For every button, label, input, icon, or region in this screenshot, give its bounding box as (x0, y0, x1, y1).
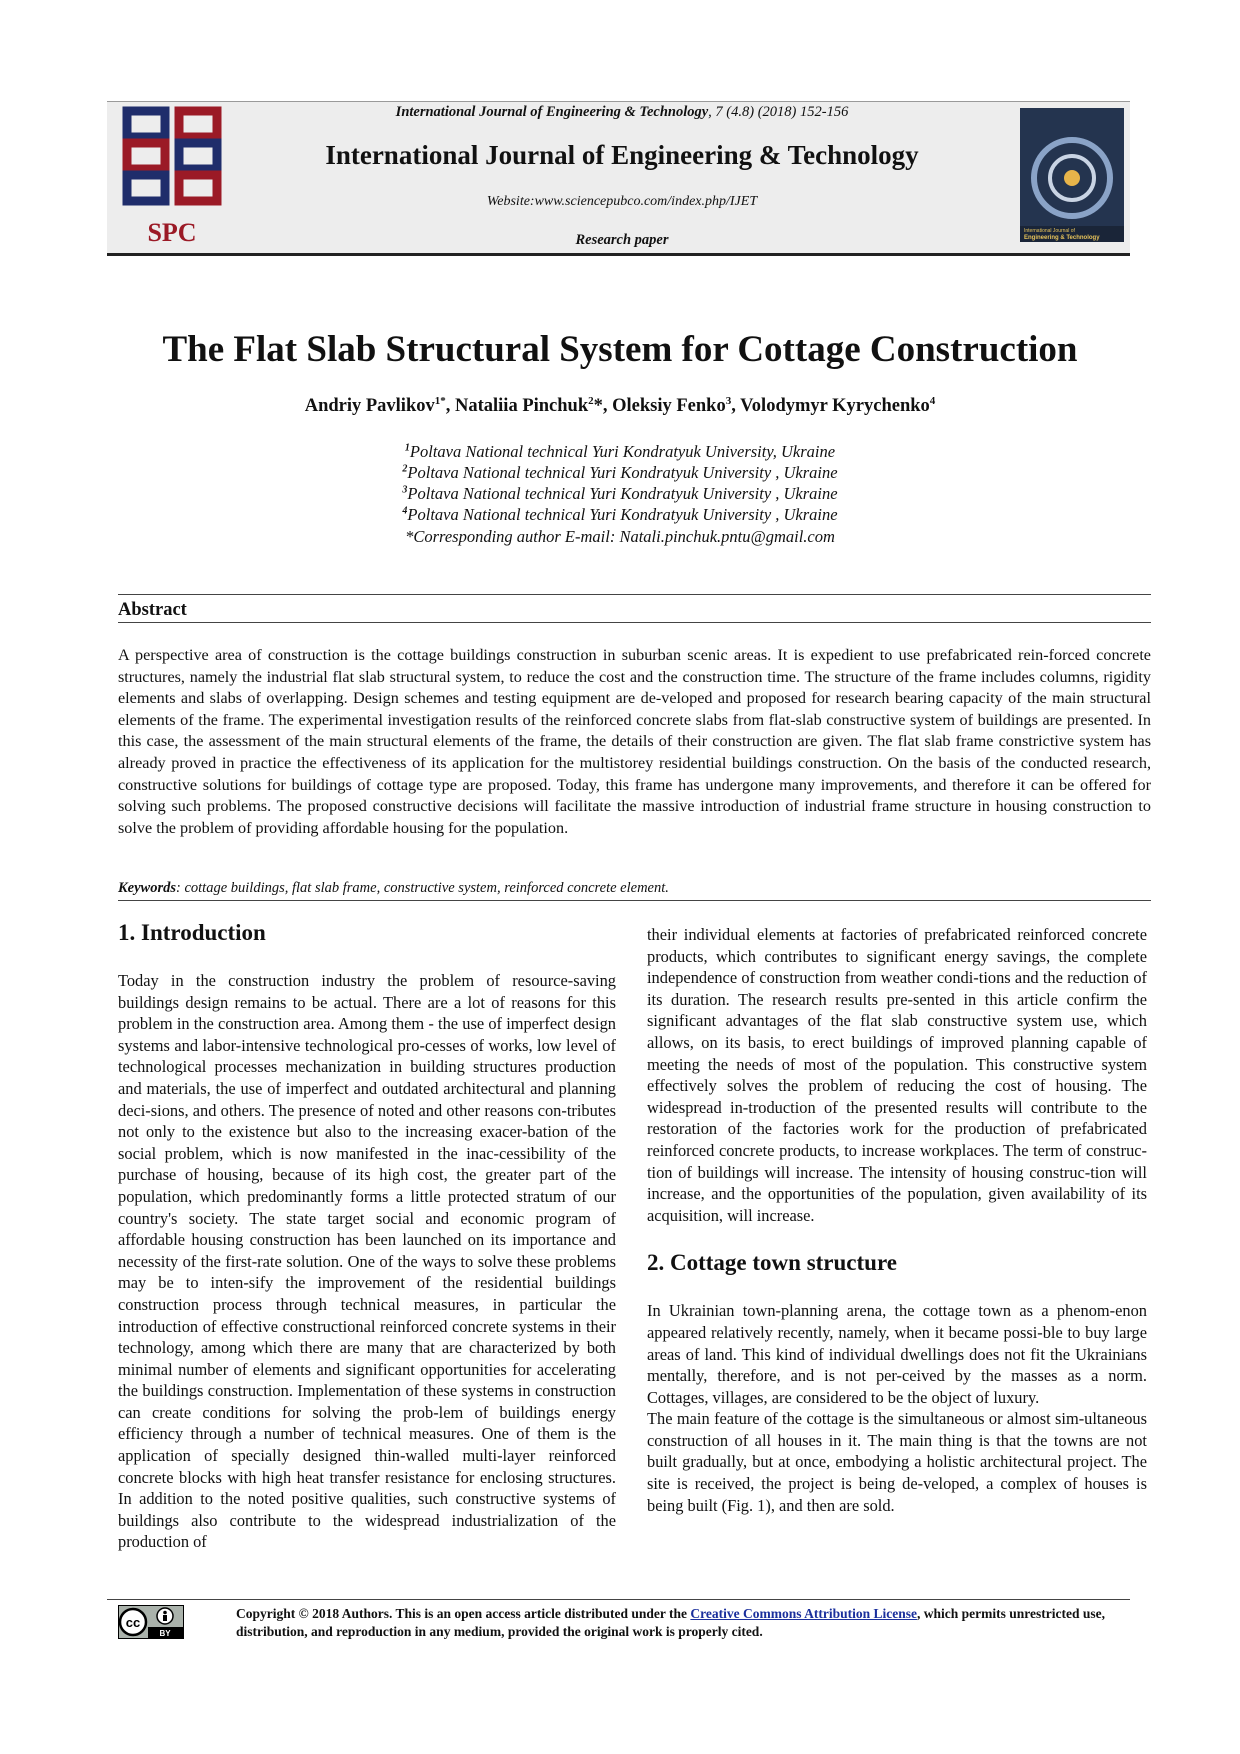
header-top-rule (107, 101, 1130, 102)
abstract-top-rule (118, 594, 1151, 595)
journal-cover-thumbnail (1020, 108, 1124, 242)
svg-text:Engineering & Technology: Engineering & Technology (1024, 235, 1100, 241)
author-name: Nataliia Pinchuk (455, 396, 589, 417)
affiliation-3: $^3$Poltava National technical Yuri Kondratyuk University , Ukraine (402, 484, 838, 503)
license-link[interactable]: Creative Commons Attribution License (690, 1606, 917, 1621)
journal-website[interactable]: Website:www.sciencepubco.com/index.php/IJET (486, 194, 758, 209)
keywords-rule (118, 900, 1151, 901)
abstract-heading-rule (118, 622, 1151, 623)
right-column (647, 924, 1147, 1516)
affiliation-4: $^4$Poltava National technical Yuri Kondratyuk University , Ukraine (402, 505, 838, 524)
cottage-paragraph-1: In Ukrainian town-planning arena, the cottage town as a phenom-enon appeared relatively recently, namely, when it became possi-ble to buy large areas of land. This kind of individual dwellings does not fit the Ukrainians mentally, therefore, and is not per-ceived by the masses as a norm. Cottages, villages, are considered to be the object of luxury. (647, 1301, 1147, 1407)
spc-logo (113, 105, 231, 249)
left-column (118, 920, 616, 1553)
introduction-continued: their individual elements at factories of prefabricated reinforced concrete products, which contributes to significant energy savings, the complete independence of construction from weather condi-tions and the reduction of its duration. The research results pre-sented in this article confirm the significant advantages of the flat slab constructive system use, which allows, on its basis, to erect buildings of improved planning capable of meeting the needs of most of the population. This constructive system effectively solves the problem of reducing the cost of housing. The widespread in-troduction of the presented results will contribute to the restoration of the factories work for the production of prefabricated reinforced concrete products, to increase workplaces. The term of construc-tion of buildings will increase. The intensity of housing construc-tion will increase, and the opportunities of the population, given availability of its acquisition, will increase. (647, 925, 1147, 1225)
affiliation-2: $^2$Poltava National technical Yuri Kondratyuk University , Ukraine (402, 463, 838, 482)
svg-text:cc: cc (125, 1615, 141, 1630)
journal-citation: International Journal of Engineering & Technology, 7 (4.8) (2018) 152-156 (395, 104, 849, 120)
author-name: Oleksiy Fenko (612, 396, 726, 417)
spc-logo-text: SPC (147, 218, 197, 247)
keywords: Keywords: cottage buildings, flat slab frame, constructive system, reinforced concrete element. (118, 880, 669, 896)
paper-title: The Flat Slab Structural System for Cottage Construction (162, 329, 1078, 370)
svg-text:BY: BY (159, 1629, 171, 1638)
authors-line: Andriy Pavlikov$^{1*}$, Nataliia Pinchuk$^2$*, Oleksiy Fenko$^3$, Volodymyr Kyrychenko$^4$ (304, 395, 936, 417)
section-heading-cottage-town: 2. Cottage town structure (647, 1250, 897, 1276)
journal-name: International Journal of Engineering & Technology (325, 140, 919, 170)
abstract-body: A perspective area of construction is the cottage buildings construction in suburban scenic areas. It is expedient to use prefabricated rein-forced concrete structures, namely the industrial flat slab structural system, to reduce the cost and the construction time. The structure of the frame includes columns, rigidity elements and slabs of overlapping. Design schemes and testing equipment are de-veloped and proposed for research bearing capacity of the main structural elements of the frame. The experimental investigation results of the reinforced concrete slabs from flat-slab constructive system of buildings are presented. In this case, the assessment of the main structural elements of the frame, the details of their construction are given. The flat slab frame constrictive system has already proved in practice the effectiveness of its application for the multistorey residential buildings construction. On the basis of the conducted research, constructive solutions for buildings of cottage type are proposed. Today, this frame has undergone many improvements, and therefore it can be offered for solving such problems. The proposed constructive decisions will facilitate the massive introduction of industrial frame structure in housing construction to solve the problem of providing affordable housing for the population. (118, 646, 1151, 837)
header-bottom-rule (107, 253, 1130, 256)
cc-by-badge[interactable] (118, 1605, 184, 1639)
affiliation-1: $^1$Poltava National technical Yuri Kondratyuk University, Ukraine (404, 442, 836, 461)
svg-text:International Journal of: International Journal of (1024, 228, 1075, 234)
author-name: Andriy Pavlikov (304, 396, 435, 417)
cottage-paragraph-2: The main feature of the cottage is the simultaneous or almost sim-ultaneous construction of all houses in it. The main thing is that the towns are not built gradually, but at once, embodying a holistic architectural project. The site is received, the project is being de-veloped, a complex of houses is being built (Fig. 1), and then are sold. (647, 1409, 1147, 1515)
abstract-heading: Abstract (118, 600, 187, 620)
section-heading-introduction: 1. Introduction (118, 920, 266, 945)
corresponding-author: *Corresponding author E-mail: Natali.pinchuk.pntu@gmail.com (405, 527, 835, 546)
author-name: Volodymyr Kyrychenko (740, 396, 930, 417)
paper-type: Research paper (575, 232, 669, 248)
introduction-body: Today in the construction industry the problem of resource-saving buildings design remains to be actual. There are a lot of reasons for this problem in the construction area. Among them - the use of imperfect design systems and labor-intensive technological pro-cesses of works, low level of technological processes mechanization in building structures production and materials, the use of imperfect and outdated architectural and planning deci-sions, and others. The presence of noted and other reasons con-tributes not only to the existence but also to the increasing exacer-bation of the social problem, which is now manifested in the inac-cessibility of the purchase of housing, because of its high cost, the greater part of the population, which predominantly forms a little protected stratum of our country's society. The state target social and economic program of affordable housing construction has been launched on its importance and necessity of the first-rate solution. One of the ways to solve these problems may be to inten-sify the improvement of the residential buildings construction process through technical measures, in particular the introduction of effective constructional reinforced concrete systems in their technology, among which there are many that are characterized by both minimal number of elements and significant opportunities for accelerating the buildings construction. Implementation of these systems in construction can create conditions for solving the prob-lem of buildings energy efficiency through a number of technical measures. One of them is the application of specially designed thin-walled multi-layer reinforced concrete blocks with high heat transfer resistance for enclosing structures. In addition to the noted positive qualities, such constructive systems of buildings also contribute to the widespread industrialization of the production of (118, 971, 616, 1552)
footer-rule (107, 1599, 1130, 1600)
license-text: Copyright © 2018 Authors. This is an open access article distributed under the Creative Commons Attribution License, which permits unrestricted use, distribution, and reproduction in any medium, provided the original work is properly cited. (236, 1606, 1105, 1639)
keywords-label: Keywords (118, 880, 176, 896)
